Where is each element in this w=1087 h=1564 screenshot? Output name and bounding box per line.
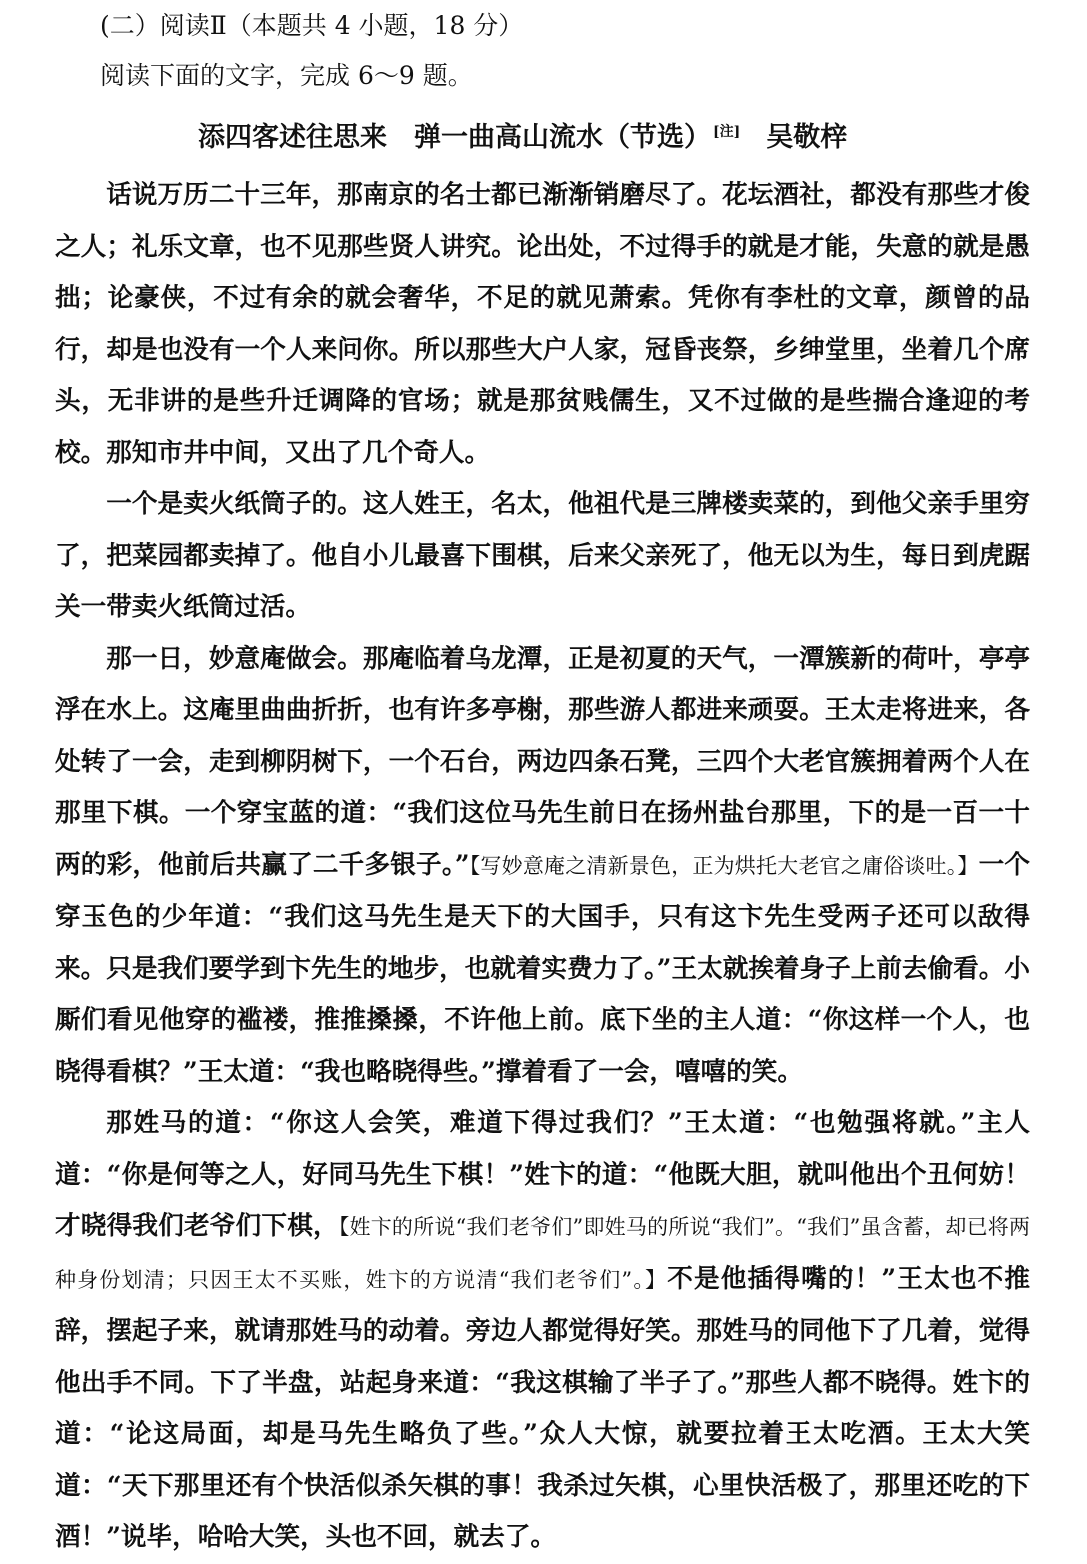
paragraph-1: 话说万历二十三年，那南京的名士都已渐渐销磨尽了。花坛酒社，都没有那些才俊之人；礼乐文章，也不见那些贤人讲究。论出处，不过得手的就是才能，失意的就是愚拙；论豪侠，不过有余的就会奢华，不足的就见萧索。凭你有李杜的文章，颜曾的品行，却是也没有一个人来问你。所以那些大户人家，冠昏丧祭，乡绅堂里，坐着几个席头，无非讲的是些升迁调降的官场；就是那贫贱儒生，又不过做的是些揣合逢迎的考校。那知市井中间，又出了几个奇人。 — [55, 180, 1030, 468]
passage-title: 添四客述往思来 弹一曲高山流水（节选） — [198, 122, 711, 153]
paragraph-3-part-2: 一个穿玉色的少年道：“我们这马先生是天下的大国手，只有这卞先生受两子还可以敌得来。只是我们要学到卞先生的地步，也就着实费力了。”王太就挨着身子上前去偷看。小厮们看见他穿的褴褛，推推搡搡，不许他上前。底下坐的主人道：“你这样一个人，也晓得看棋？”王太道：“我也略晓得些。”撑着看了一会，嘻嘻的笑。 — [55, 849, 1030, 1087]
annotation-2: 【姓卞的所说“我们老爷们”即姓马的所说“我们”。“我们”虽含蓄，却已将两种身份划清；只因王太不买账，姓卞的方说清“我们老爷们”。】 — [55, 1215, 1030, 1292]
paragraph-2: 一个是卖火纸筒子的。这人姓王，名太，他祖代是三牌楼卖菜的，到他父亲手里穷了，把菜园都卖掉了。他自小儿最喜下围棋，后来父亲死了，他无以为生，每日到虎踞关一带卖火纸筒过活。 — [55, 489, 1030, 622]
passage-body — [55, 170, 1030, 1564]
paragraph-3 — [55, 634, 1030, 1099]
title-note-marker: [注] — [713, 124, 741, 140]
passage-title-line — [198, 112, 847, 158]
reading-instruction: 阅读下面的文字，完成 6～9 题。 — [100, 61, 473, 90]
paragraph-4 — [55, 1098, 1030, 1564]
paragraph-3-part-1: 那一日，妙意庵做会。那庵临着乌龙潭，正是初夏的天气，一潭簇新的荷叶，亭亭浮在水上。这庵里曲曲折折，也有许多亭榭，那些游人都进来顽耍。王太走将进来，各处转了一会，走到柳阴树下，一个石台，两边四条石凳，三四个大老官簇拥着两个人在那里下棋。一个穿宝蓝的道：“我们这位马先生前日在扬州盐台那里，下的是一百一十两的彩，他前后共赢了二千多银子。” — [55, 643, 1030, 880]
passage-author: 吴敬梓 — [766, 122, 848, 153]
paragraph-4-part-1: 那姓马的道：“你这人会笑，难道下得过我们？”王太道：“也勉强将就。”主人道：“你是何等之人，好同马先生下棋！”姓卞的道：“他既大胆，就叫他出个丑何妨！才晓得我们老爷们下棋， — [55, 1108, 1030, 1241]
paragraph-4-part-2: 不是他插得嘴的！”王太也不推辞，摆起子来，就请那姓马的动着。旁边人都觉得好笑。那姓马的同他下了几着，觉得他出手不同。下了半盘，站起身来道：“我这棋输了半子了。”那些人都不晓得。姓卞的道：“论这局面，却是马先生略负了些。”众人大惊，就要拉着王太吃酒。王太大笑道：“天下那里还有个快活似杀矢棋的事！我杀过矢棋，心里快活极了，那里还吃的下酒！”说毕，哈哈大笑，头也不回，就去了。 — [55, 1263, 1030, 1552]
section-header: (二）阅读Ⅱ（本题共 4 小题，18 分） — [100, 11, 524, 40]
annotation-1: 【写妙意庵之清新景色，正为烘托大老官之庸俗谈吐。】 — [469, 853, 979, 878]
